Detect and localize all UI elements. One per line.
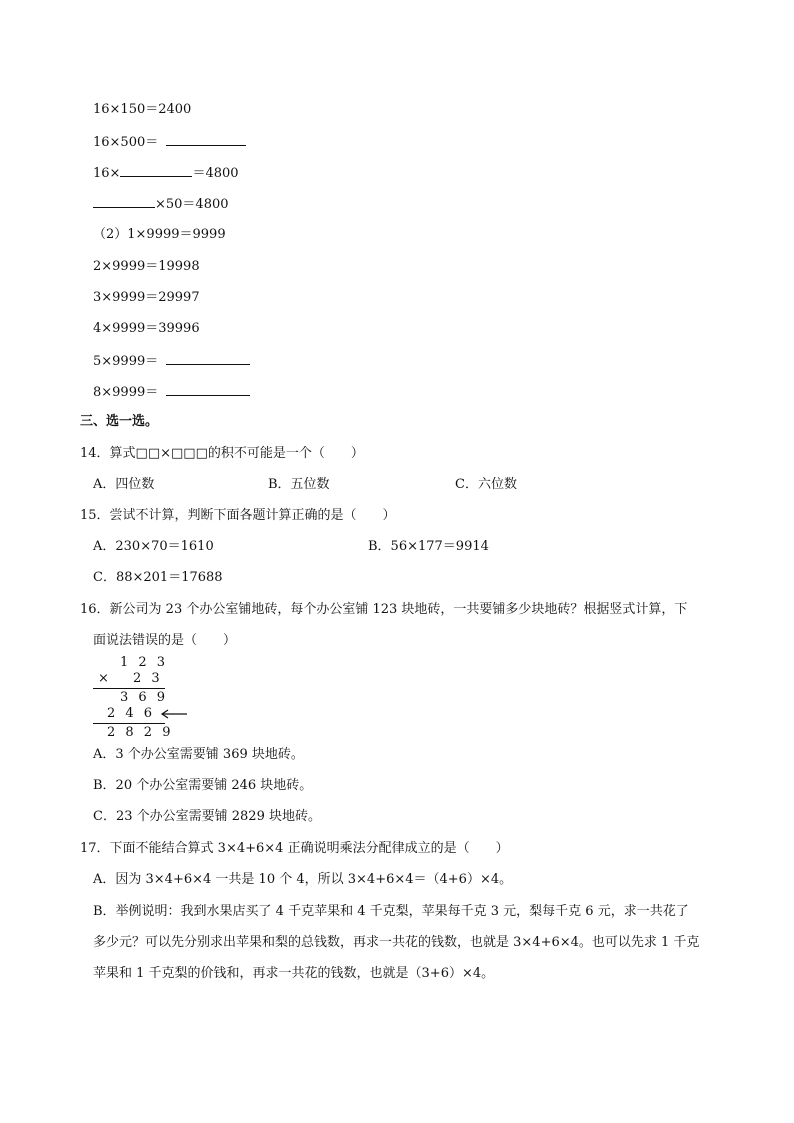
- vertical-multiplication: [93, 655, 203, 740]
- answer-blank[interactable]: [166, 133, 246, 146]
- q17-option-a[interactable]: A．因为 3×4+6×4 一共是 10 个 4，所以 3×4+6×4＝（4+6）×4。: [93, 872, 513, 887]
- q14-option-b[interactable]: B．五位数: [268, 477, 330, 492]
- equation-line-2: [93, 133, 246, 152]
- equation-line-7: 3×9999＝29997: [93, 290, 200, 305]
- q15-option-b[interactable]: B．56×177＝9914: [368, 539, 489, 554]
- equation-text: ＝4800: [192, 166, 239, 181]
- equation-text: 16×: [93, 166, 121, 181]
- equation-text: 8×9999＝: [93, 385, 159, 400]
- equation-line-10: [93, 383, 250, 402]
- vertical-rule: [93, 688, 165, 689]
- equation-text: ×50＝4800: [155, 197, 229, 212]
- vertical-rule: [93, 723, 165, 724]
- vertical-row-partial-1: 3 6 9: [120, 690, 169, 705]
- q15-stem: 15．尝试不计算，判断下面各题计算正确的是（ ）: [80, 508, 396, 523]
- q17-option-b-line-3: 苹果和 1 千克梨的价钱和，再求一共花的钱数，也就是（3+6）×4。: [93, 966, 495, 981]
- q16-stem-line-1: 16．新公司为 23 个办公室铺地砖，每个办公室铺 123 块地砖，一共要铺多少块地砖？根据竖式计算，下: [80, 602, 688, 617]
- q14-option-c[interactable]: C．六位数: [455, 477, 517, 492]
- equation-line-5: （2）1×9999＝9999: [93, 227, 226, 242]
- q16-option-b[interactable]: B．20 个办公室需要铺 246 块地砖。: [93, 778, 313, 793]
- vertical-row-multiplicand: 1 2 3: [120, 655, 169, 670]
- answer-blank[interactable]: [120, 164, 192, 177]
- q17-option-b-line-1[interactable]: B．举例说明：我到水果店买了 4 千克苹果和 4 千克梨，苹果每千克 3 元，梨每千克 6 元，求一共花了: [93, 904, 689, 919]
- equation-line-9: [93, 352, 250, 371]
- vertical-multiply-sign: ×: [98, 671, 112, 686]
- q15-option-a[interactable]: A．230×70＝1610: [93, 539, 214, 554]
- q16-option-a[interactable]: A．3 个办公室需要铺 369 块地砖。: [93, 747, 304, 762]
- q16-stem-line-2: 面说法错误的是（ ）: [93, 633, 237, 648]
- equation-line-8: 4×9999＝39996: [93, 321, 200, 336]
- equation-line-6: 2×9999＝19998: [93, 259, 200, 274]
- section-heading: 三、选一选。: [80, 414, 159, 429]
- q17-option-b-line-2: 多少元？可以先分别求出苹果和梨的总钱数，再求一共花的钱数，也就是 3×4+6×4。也可以先求 1 千克: [93, 935, 700, 950]
- q16-option-c[interactable]: C．23 个办公室需要铺 2829 块地砖。: [93, 809, 321, 824]
- equation-line-4: [93, 195, 229, 214]
- vertical-row-multiplier: 2 3: [133, 671, 163, 686]
- vertical-row-partial-2: 2 4 6: [107, 706, 156, 721]
- answer-blank[interactable]: [166, 383, 250, 396]
- q14-option-a[interactable]: A．四位数: [93, 477, 155, 492]
- answer-blank[interactable]: [93, 195, 155, 208]
- equation-line-1: 16×150＝2400: [93, 102, 192, 117]
- q17-stem: 17．下面不能结合算式 3×4+6×4 正确说明乘法分配律成立的是（ ）: [80, 841, 509, 856]
- answer-blank[interactable]: [166, 352, 250, 365]
- q14-stem: 14．算式□□×□□□的积不可能是一个（ ）: [80, 446, 364, 461]
- arrow-left-icon: [159, 708, 189, 720]
- equation-text: 5×9999＝: [93, 354, 159, 369]
- equation-line-3: [93, 164, 239, 183]
- equation-text: 16×500＝: [93, 135, 159, 150]
- vertical-row-product: 2 8 2 9: [107, 725, 174, 740]
- q15-option-c[interactable]: C．88×201＝17688: [93, 570, 223, 585]
